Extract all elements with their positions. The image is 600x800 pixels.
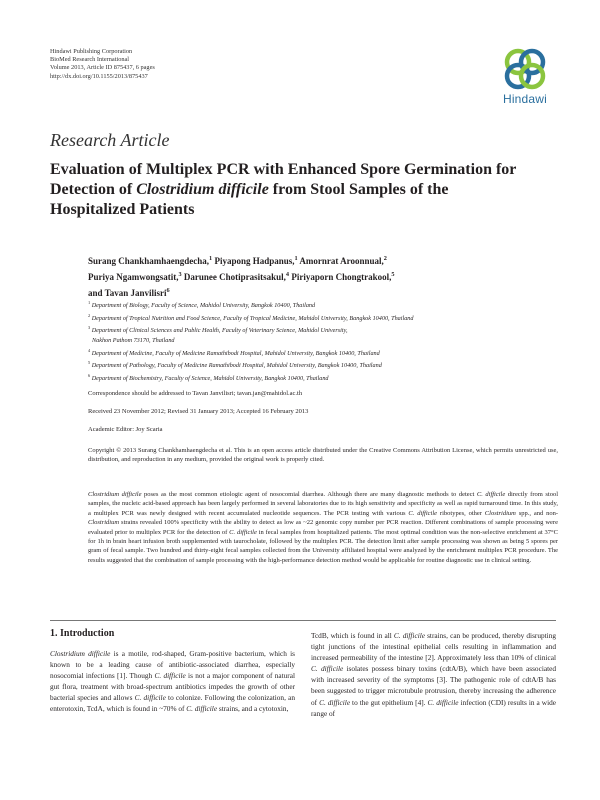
affiliation-list	[88, 298, 558, 384]
abstract-italic: Clostridium	[484, 509, 516, 517]
intro-italic: C. difficile	[319, 697, 351, 707]
abstract-italic: C. difficile	[408, 509, 438, 517]
intro-segment: isolates possess binary toxins (cdtA/B), which have been associated with increased severity of the symptoms [3]. The pathogenic role of cdtA/B has been suggested to trigger microtubule protrusion, thereby increasing the adherence of	[311, 664, 556, 707]
abstract-italic: Clostridium	[88, 519, 120, 527]
article-title	[50, 160, 520, 220]
affiliation-item	[88, 298, 558, 311]
affiliation-number: 6	[88, 372, 91, 378]
intro-segment: TcdB, which is found in all	[311, 631, 394, 640]
intro-segment: is a motile, rod-shaped, Gram-positive bacterium, which is known to be a leading cause of antibiotic-associated diarrhea, especially nosocomial infections [1]. Though	[50, 649, 295, 681]
intro-segment: strains, can be produced, thereby disrupting tight junctions of the intestinal epithelial cells resulting in inflammation and increased permeability of the intestine [2]. Approximately less than 10% of clinical	[311, 631, 556, 663]
copyright-notice: Copyright © 2013 Surang Chankhamhaengdecha et al. This is an open access article distributed under the Creative Commons Attribution License, which permits unrestricted use, distribution, and reproduction in any medium, provided the original work is properly cited.	[88, 447, 558, 464]
intro-segment: strains, and a cytotoxin,	[217, 704, 289, 714]
abstract-segment: in fecal samples from hospitalized patients. The most optimal condition was the non-selective enrichment at 37°C for 1h in brain heart infusion broth supplemented with taurocholate, followed by the multiplex PCR. The detection limit after sample processing was shown as being 5 spores per gram of fecal sample. Two hundred and thirty-eight fecal samples collected from the University affiliated hospital were analyzed by the enrichment multiplex PCR procedure. The results suggested that the combination of sample processing with the high-performance detection method would be applicable for routine diagnostic use in clinical setting.	[88, 528, 558, 564]
affiliation-number: 4	[88, 347, 91, 353]
intro-italic: C. difficile	[427, 697, 459, 707]
intro-italic: C. difficile	[134, 693, 166, 703]
author-name: Amornrat Aroonnual,	[297, 256, 384, 266]
affiliation-number: 5	[88, 360, 91, 366]
volume-info: Volume 2013, Article ID 875437, 6 pages	[50, 64, 155, 72]
abstract-italic: Clostridium difficile	[88, 491, 142, 498]
section-divider	[50, 620, 556, 621]
intro-italic: C. difficile	[154, 671, 186, 681]
affiliation-text: Department of Pathology, Faculty of Medicine Ramathibodi Hospital, Mahidol University, Bangkok 10400, Thailand	[91, 362, 382, 370]
author-name: Puriya Ngamwongsatit,	[88, 272, 179, 282]
author-affil-sup: 3	[178, 271, 182, 278]
affiliation-item	[88, 371, 558, 384]
article-dates: Received 23 November 2012; Revised 31 January 2013; Accepted 16 February 2013	[88, 408, 309, 415]
affiliation-text: Department of Biology, Faculty of Science, Mahidol University, Bangkok 10400, Thailand	[91, 302, 316, 310]
abstract-segment: directly from stool samples, the nucleic acid-based approach has been largely performed in several laboratories due to its high sensitivity and specificity as well as rapid turnaround time. In this study, a multiplex PCR was newly designed with recent accumulated nucleotide sequences. The PCR testing with various	[88, 491, 558, 517]
author-name: Darunee Chotiprasitsakul,	[181, 272, 286, 282]
abstract-segment: spp., and non-	[515, 509, 558, 517]
affiliation-item	[88, 323, 558, 336]
author-name: and Tavan Janvilisri	[88, 288, 167, 298]
academic-editor: Academic Editor: Joy Scaria	[88, 426, 163, 433]
author-name: Piyapong Hadpanus,	[212, 256, 295, 266]
title-part-2: from Stool Samples of the Hospitalized Patients	[50, 181, 449, 218]
abstract-text	[88, 490, 558, 565]
intro-left-column	[50, 648, 295, 715]
intro-italic: C. difficile	[311, 664, 344, 674]
affiliation-number: 1	[88, 300, 91, 305]
author-list	[88, 252, 548, 300]
affiliation-text: Department of Medicine, Faculty of Medicine Ramathibodi Hospital, Mahidol University, Bangkok 10400, Thailand	[91, 349, 380, 357]
correspondence-note: Correspondence should be addressed to Tavan Janvilisri; tavan.jan@mahidol.ac.th	[88, 390, 303, 397]
abstract-italic: C. difficile	[476, 491, 506, 498]
author-affil-sup: 1	[209, 255, 213, 262]
author-affil-sup: 2	[383, 255, 387, 262]
affiliation-item	[88, 336, 558, 346]
affiliation-text: Department of Clinical Sciences and Public Health, Faculty of Veterinary Science, Mahidol University,	[91, 327, 348, 335]
journal-name: BioMed Research International	[50, 56, 130, 64]
section-heading-introduction: 1. Introduction	[50, 628, 115, 639]
affiliation-text: Department of Biochemistry, Faculty of Science, Mahidol University, Bangkok 10400, Thailand	[91, 374, 329, 382]
title-part-1: Evaluation of Multiplex PCR with Enhanced Spore Germination for Detection of	[50, 161, 517, 198]
journal-header	[50, 48, 155, 81]
intro-segment: infection (CDI) results in a wide range of	[311, 697, 556, 718]
intro-segment: is not a major component of natural gut flora, treatment with broad-spectrum antibiotics impedes the growth of other bacterial species and allows	[50, 671, 295, 703]
abstract-italic: C. difficile	[229, 528, 257, 536]
article-type: Research Article	[50, 130, 170, 150]
intro-right-column	[311, 630, 556, 719]
affiliation-number: 2	[88, 312, 91, 318]
author-affil-sup: 1	[294, 255, 298, 262]
affiliation-text: Department of Tropical Nutrition and Food Science, Faculty of Tropical Medicine, Mahidol University, Bangkok 10400, Thailand	[91, 314, 414, 322]
intro-italic: Clostridium difficile	[50, 649, 111, 658]
hindawi-logo-text: Hindawi	[502, 92, 548, 106]
author-affil-sup: 6	[166, 287, 170, 294]
affiliation-item	[88, 311, 558, 324]
affiliation-text: Nakhon Pathom 73170, Thailand	[92, 336, 175, 344]
author-affil-sup: 5	[391, 271, 395, 278]
author-name: Surang Chankhamhaengdecha,	[88, 256, 210, 266]
author-affil-sup: 4	[285, 271, 290, 278]
doi-link[interactable]: http://dx.doi.org/10.1155/2013/875437	[50, 72, 148, 80]
author-name: Piriyaporn Chongtrakool,	[289, 272, 392, 282]
intro-italic: C. difficile	[186, 704, 218, 714]
intro-segment: to the gut epithelium [4].	[350, 697, 428, 707]
title-italic-organism: Clostridium difficile	[136, 181, 269, 198]
affiliation-item	[88, 358, 558, 371]
intro-italic: C. difficile	[393, 631, 425, 640]
abstract-segment: poses as the most common etiologic agent of nosocomial diarrhea. Although there are many diagnostic methods to detect	[141, 491, 477, 498]
abstract-segment: ribotypes, other	[437, 509, 485, 517]
intro-segment: to colonize. Following the colonization, an enterotoxin, TcdA, which is found in ~70% of	[50, 693, 296, 714]
affiliation-item	[88, 346, 558, 359]
affiliation-number: 3	[88, 325, 91, 331]
abstract-segment: strains revealed 100% specificity with the ability to detect as low as ~22 genomic copy number per PCR reaction. Different combinations of sample processing were evaluated prior to multiplex PCR for the detection of	[88, 519, 558, 536]
publisher-name: Hindawi Publishing Corporation	[50, 48, 133, 55]
